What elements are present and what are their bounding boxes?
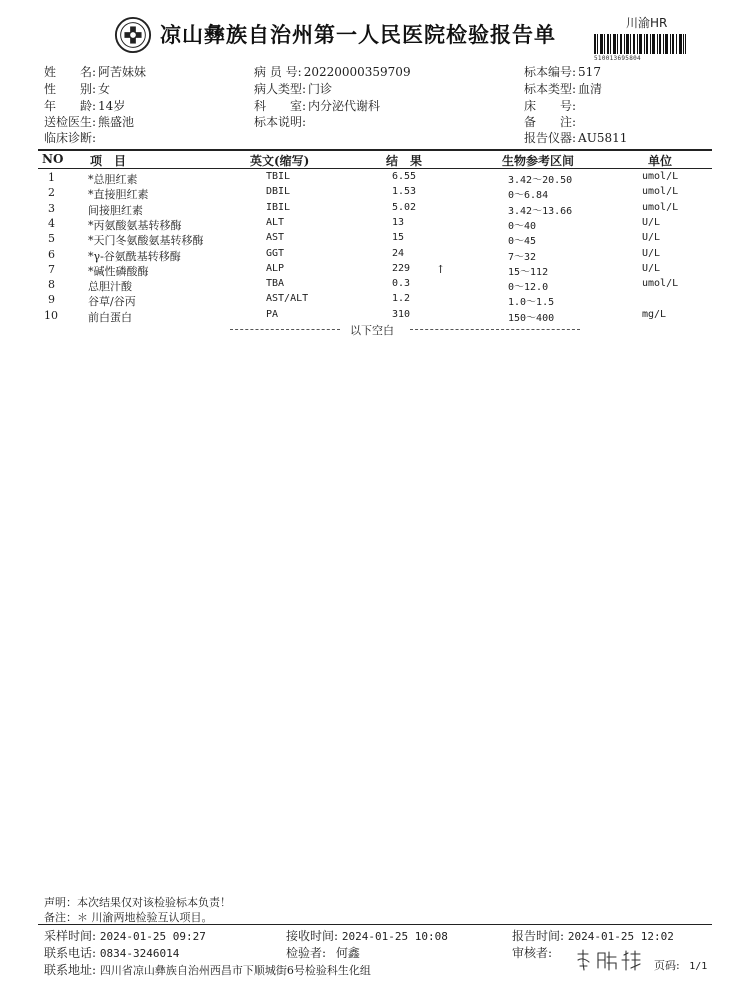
table-row xyxy=(0,293,750,308)
reviewer-label: 审核者: xyxy=(512,946,553,960)
row-unit: umol/L xyxy=(642,186,679,198)
phone-value: 0834-3246014 xyxy=(99,947,180,960)
row-abbr: AST xyxy=(266,232,285,244)
receive-time xyxy=(286,927,448,944)
row-reference: 0～6.84 xyxy=(508,190,549,202)
patient-number xyxy=(254,64,411,81)
row-abbr: ALP xyxy=(266,262,285,274)
phone-label: 联系电话: xyxy=(44,946,97,960)
row-unit: umol/L xyxy=(642,171,679,182)
table-top-rule xyxy=(38,149,712,151)
row-reference: 150～400 xyxy=(508,312,555,324)
patient-type-label: 病人类型: xyxy=(254,82,307,96)
row-item: *碱性磷酸酶 xyxy=(88,264,149,278)
row-result: 24 xyxy=(392,247,405,259)
row-no: 3 xyxy=(48,201,55,215)
report-value: 2024-01-25 12:02 xyxy=(567,930,674,943)
row-result: 6.55 xyxy=(392,171,417,182)
department-value: 内分泌代谢科 xyxy=(308,99,381,113)
row-unit: mg/L xyxy=(642,308,667,320)
department-label: 科 室: xyxy=(254,99,307,113)
collect-label: 采样时间: xyxy=(44,929,97,943)
reviewer-signature-icon xyxy=(574,948,644,972)
page-value: 1/1 xyxy=(689,961,708,972)
row-item: *总胆红素 xyxy=(88,173,138,186)
row-abbr: TBA xyxy=(266,278,285,290)
row-unit: U/L xyxy=(642,262,661,274)
address-value: 四川省凉山彝族自治州西昌市下顺城街6号检验科生化组 xyxy=(99,964,371,977)
instrument-value: AU5811 xyxy=(578,131,628,145)
row-abbr: TBIL xyxy=(266,171,291,182)
footer-note: 备注：＊ 川渝两地检验互认项目。 xyxy=(44,911,213,924)
col-header-reference: 生物参考区间 xyxy=(502,154,575,168)
row-reference: 0～40 xyxy=(508,220,537,232)
row-result: 310 xyxy=(392,308,411,320)
row-reference: 0～45 xyxy=(508,236,537,248)
specimen-type-label: 标本类型: xyxy=(524,82,577,96)
row-unit: U/L xyxy=(642,216,661,228)
instrument-label: 报告仪器: xyxy=(524,131,577,145)
row-no: 5 xyxy=(48,232,55,246)
row-result: 0.3 xyxy=(392,278,411,290)
specimen-note-label: 标本说明: xyxy=(254,115,307,129)
patient-type xyxy=(254,81,332,98)
report-title: 凉山彝族自治州第一人民医院检验报告单 xyxy=(160,22,556,47)
patient-type-value: 门诊 xyxy=(308,82,333,96)
row-result: 1.2 xyxy=(392,293,411,305)
row-unit: U/L xyxy=(642,247,661,259)
name-label: 姓 名: xyxy=(44,65,97,79)
receive-value: 2024-01-25 10:08 xyxy=(341,930,448,943)
row-unit: umol/L xyxy=(642,278,679,290)
contact-phone xyxy=(44,944,179,961)
specimen-no-label: 标本编号: xyxy=(524,65,577,79)
remark-label: 备 注: xyxy=(524,115,577,129)
row-item: *直接胆红素 xyxy=(88,188,149,202)
row-reference: 7～32 xyxy=(508,251,537,263)
reviewer xyxy=(512,944,552,961)
specimen-no-value: 517 xyxy=(578,65,601,79)
row-item: 前白蛋白 xyxy=(88,310,132,324)
table-row xyxy=(0,171,750,186)
tester-value: 何鑫 xyxy=(335,946,360,960)
row-reference: 3.42～13.66 xyxy=(508,205,573,217)
col-header-no: NO xyxy=(42,152,64,166)
row-item: *丙氨酸氨基转移酶 xyxy=(88,218,182,232)
table-row xyxy=(0,263,750,278)
row-reference: 0～12.0 xyxy=(508,282,549,294)
footer-rule xyxy=(38,924,712,925)
row-no: 7 xyxy=(48,262,55,276)
row-unit: umol/L xyxy=(642,201,679,213)
col-header-item: 项 目 xyxy=(90,154,127,168)
page-label: 页码: xyxy=(654,959,680,972)
specimen-type xyxy=(524,81,602,98)
row-item: 谷草/谷丙 xyxy=(88,295,136,309)
end-dash-right xyxy=(410,329,580,330)
row-flag: ↑ xyxy=(436,262,446,276)
row-reference: 3.42～20.50 xyxy=(508,175,573,186)
row-no: 9 xyxy=(48,293,55,307)
row-no: 2 xyxy=(48,186,55,200)
department xyxy=(254,98,380,115)
hr-code-label: 川渝HR xyxy=(626,16,668,30)
row-unit: U/L xyxy=(642,232,661,244)
end-dash-left xyxy=(230,329,340,330)
table-row xyxy=(0,217,750,232)
bed-number xyxy=(524,98,578,115)
clinical-diagnosis xyxy=(44,130,98,147)
end-of-results-label: 以下空白 xyxy=(350,324,394,337)
barcode-number: 510013695804 xyxy=(594,55,641,62)
address-label: 联系地址: xyxy=(44,963,97,977)
tester xyxy=(286,944,360,961)
specimen-type-value: 血清 xyxy=(578,82,603,96)
gender-label: 性 别: xyxy=(44,82,97,96)
row-item: *γ-谷氨酰基转移酶 xyxy=(88,249,181,263)
receive-label: 接收时间: xyxy=(286,929,339,943)
col-header-result: 结 果 xyxy=(386,154,423,168)
referring-doctor xyxy=(44,114,134,131)
age-value: 14岁 xyxy=(98,99,126,113)
diagnosis-label: 临床诊断: xyxy=(44,131,97,145)
patient-no-value: 20220000359709 xyxy=(303,65,411,79)
collect-time xyxy=(44,927,206,944)
doctor-value: 熊盛池 xyxy=(98,115,135,129)
table-header-rule xyxy=(38,168,712,169)
report-time xyxy=(512,927,674,944)
report-instrument xyxy=(524,130,627,147)
report-label: 报告时间: xyxy=(512,929,565,943)
row-abbr: ALT xyxy=(266,216,285,228)
row-no: 8 xyxy=(48,278,55,292)
table-row xyxy=(0,186,750,201)
statement: 声明：本次结果仅对该检验标本负责！ xyxy=(44,896,231,909)
row-result: 15 xyxy=(392,232,405,244)
patient-gender xyxy=(44,81,110,98)
table-row xyxy=(0,232,750,247)
hospital-logo-icon xyxy=(114,16,152,54)
doctor-label: 送检医生: xyxy=(44,115,97,129)
row-result: 5.02 xyxy=(392,201,417,213)
tester-label: 检验者: xyxy=(286,946,327,960)
patient-name xyxy=(44,64,146,81)
contact-address xyxy=(44,961,371,978)
name-value: 阿苦妹妹 xyxy=(98,65,147,79)
bed-label: 床 号: xyxy=(524,99,577,113)
row-item: 总胆汁酸 xyxy=(88,280,132,294)
table-row xyxy=(0,248,750,263)
patient-no-label: 病 员 号: xyxy=(254,65,302,79)
row-reference: 15～112 xyxy=(508,266,549,278)
row-no: 4 xyxy=(48,216,55,230)
specimen-note xyxy=(254,114,308,131)
col-header-english: 英文(缩写) xyxy=(250,154,310,168)
row-abbr: GGT xyxy=(266,247,285,259)
row-no: 1 xyxy=(48,171,55,184)
row-result: 13 xyxy=(392,216,405,228)
table-row xyxy=(0,202,750,217)
row-abbr: IBIL xyxy=(266,201,291,213)
row-abbr: AST/ALT xyxy=(266,293,309,305)
gender-value: 女 xyxy=(98,82,111,96)
row-abbr: DBIL xyxy=(266,186,291,198)
row-result: 229 xyxy=(392,262,411,274)
remark xyxy=(524,114,578,131)
row-result: 1.53 xyxy=(392,186,417,198)
patient-age xyxy=(44,98,125,115)
row-no: 10 xyxy=(44,308,58,322)
barcode-icon xyxy=(594,34,686,54)
page-number xyxy=(654,957,707,973)
age-label: 年 龄: xyxy=(44,99,97,113)
row-reference: 1.0～1.5 xyxy=(508,297,555,309)
col-header-unit: 单位 xyxy=(648,154,673,168)
collect-value: 2024-01-25 09:27 xyxy=(99,930,206,943)
row-no: 6 xyxy=(48,247,55,261)
table-row xyxy=(0,278,750,293)
specimen-number xyxy=(524,64,601,81)
row-abbr: PA xyxy=(266,308,279,320)
row-item: 间接胆红素 xyxy=(88,203,143,217)
row-item: *天门冬氨酸氨基转移酶 xyxy=(88,234,204,248)
